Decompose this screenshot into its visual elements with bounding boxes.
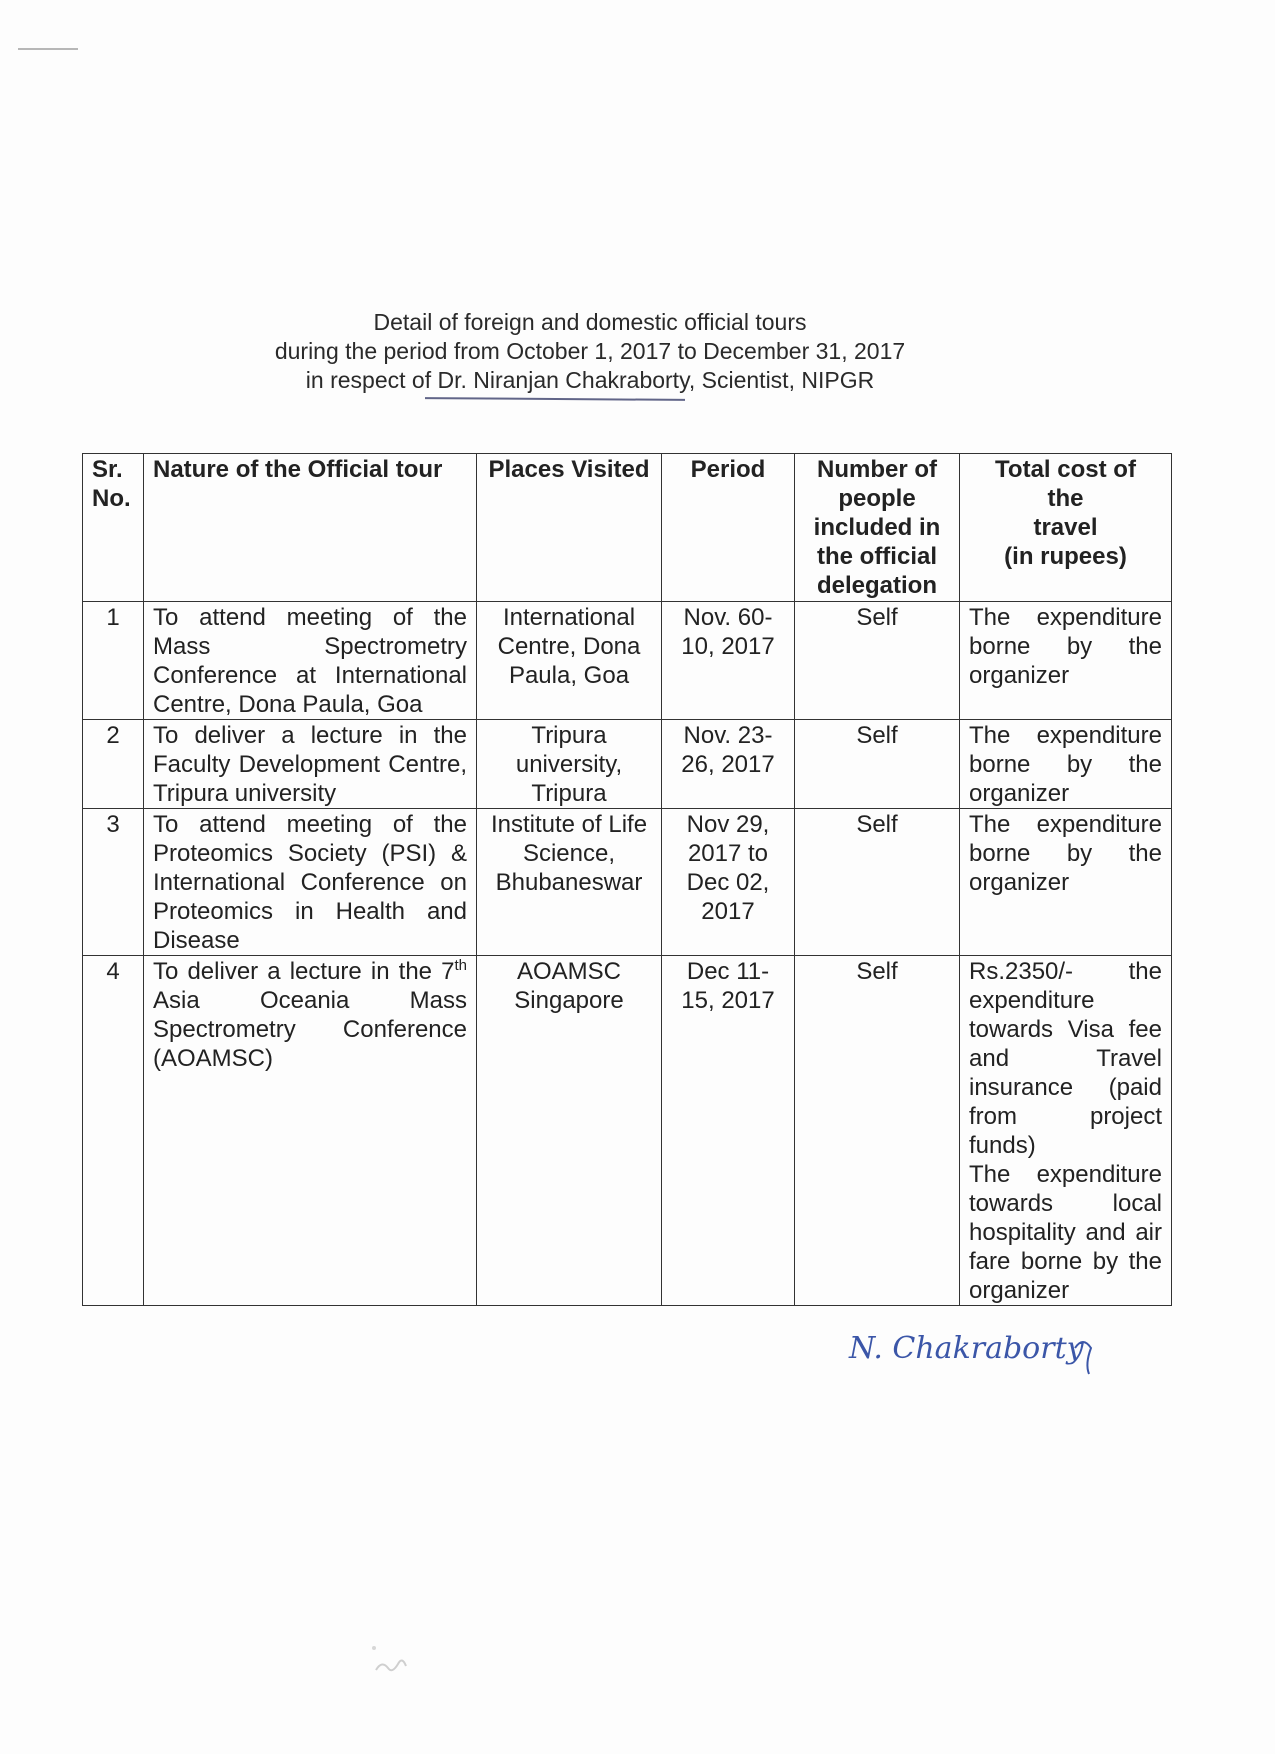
cell-period: Nov. 23-26, 2017 [662, 720, 795, 809]
cell-sr: 4 [83, 956, 144, 1306]
cell-cost: The expenditure borne by the organizer [960, 809, 1172, 956]
scan-artifact-mark [18, 48, 78, 50]
heading-line-1: Detail of foreign and domestic official tours [373, 309, 807, 335]
nature-text-pre: To deliver a lecture in the 7 [153, 958, 455, 985]
cell-nature: To attend meeting of the Mass Spectrometry Conference at International Centre, Dona Paula, Goa [144, 602, 477, 720]
cell-nature [144, 956, 477, 1306]
faint-stamp-mark [368, 1640, 418, 1680]
handwritten-underline [425, 397, 685, 401]
cell-sr: 3 [83, 809, 144, 956]
signature-text: N. Chakraborty [849, 1331, 1084, 1366]
header-cost-line-3: travel [1033, 514, 1098, 541]
cell-people: Self [795, 602, 960, 720]
heading-line-3: in respect of Dr. Niranjan Chakraborty, Scientist, NIPGR [305, 367, 875, 393]
cell-nature: To deliver a lecture in the Faculty Development Centre, Tripura university [144, 720, 477, 809]
cell-places: Tripura university, Tripura [477, 720, 662, 809]
cell-period: Nov 29, 2017 to Dec 02, 2017 [662, 809, 795, 956]
table-row [83, 720, 1172, 809]
cost-paragraph-2: The expenditure towards local hospitality and air fare borne by the organizer [969, 1161, 1162, 1304]
document-heading [0, 308, 1180, 395]
header-places: Places Visited [477, 454, 662, 602]
heading-line-2: during the period from October 1, 2017 to December 31, 2017 [274, 338, 906, 364]
cell-period: Nov. 60-10, 2017 [662, 602, 795, 720]
cell-nature: To attend meeting of the Proteomics Society (PSI) & International Conference on Proteomics in Health and Disease [144, 809, 477, 956]
cell-places: Institute of Life Science, Bhubaneswar [477, 809, 662, 956]
tours-table [82, 453, 1172, 1306]
nature-superscript: th [454, 957, 467, 974]
cell-sr: 1 [83, 602, 144, 720]
table-header-row [83, 454, 1172, 602]
header-people: Number of people included in the official delegation [795, 454, 960, 602]
table-row [83, 602, 1172, 720]
header-nature: Nature of the Official tour [144, 454, 477, 602]
header-cost [960, 454, 1172, 602]
header-cost-line-1: Total cost of [995, 456, 1136, 483]
cell-cost [960, 956, 1172, 1306]
nature-text-post: Asia Oceania Mass Spectrometry Conference (AOAMSC) [153, 987, 467, 1072]
handwritten-signature [845, 1318, 1115, 1378]
cell-cost: The expenditure borne by the organizer [960, 602, 1172, 720]
cell-places: International Centre, Dona Paula, Goa [477, 602, 662, 720]
cost-paragraph-1: Rs.2350/- the expenditure towards Visa fee and Travel insurance (paid from project funds) [969, 958, 1162, 1159]
cell-people: Self [795, 720, 960, 809]
cell-people: Self [795, 809, 960, 956]
table-row [83, 809, 1172, 956]
header-cost-line-4: (in rupees) [1004, 543, 1127, 570]
cell-people: Self [795, 956, 960, 1306]
header-cost-line-2: the [1047, 485, 1084, 512]
header-sr-no: Sr. No. [83, 454, 144, 602]
header-period: Period [662, 454, 795, 602]
cell-cost: The expenditure borne by the organizer [960, 720, 1172, 809]
table-row [83, 956, 1172, 1306]
cell-places: AOAMSC Singapore [477, 956, 662, 1306]
cell-period: Dec 11-15, 2017 [662, 956, 795, 1306]
cell-sr: 2 [83, 720, 144, 809]
